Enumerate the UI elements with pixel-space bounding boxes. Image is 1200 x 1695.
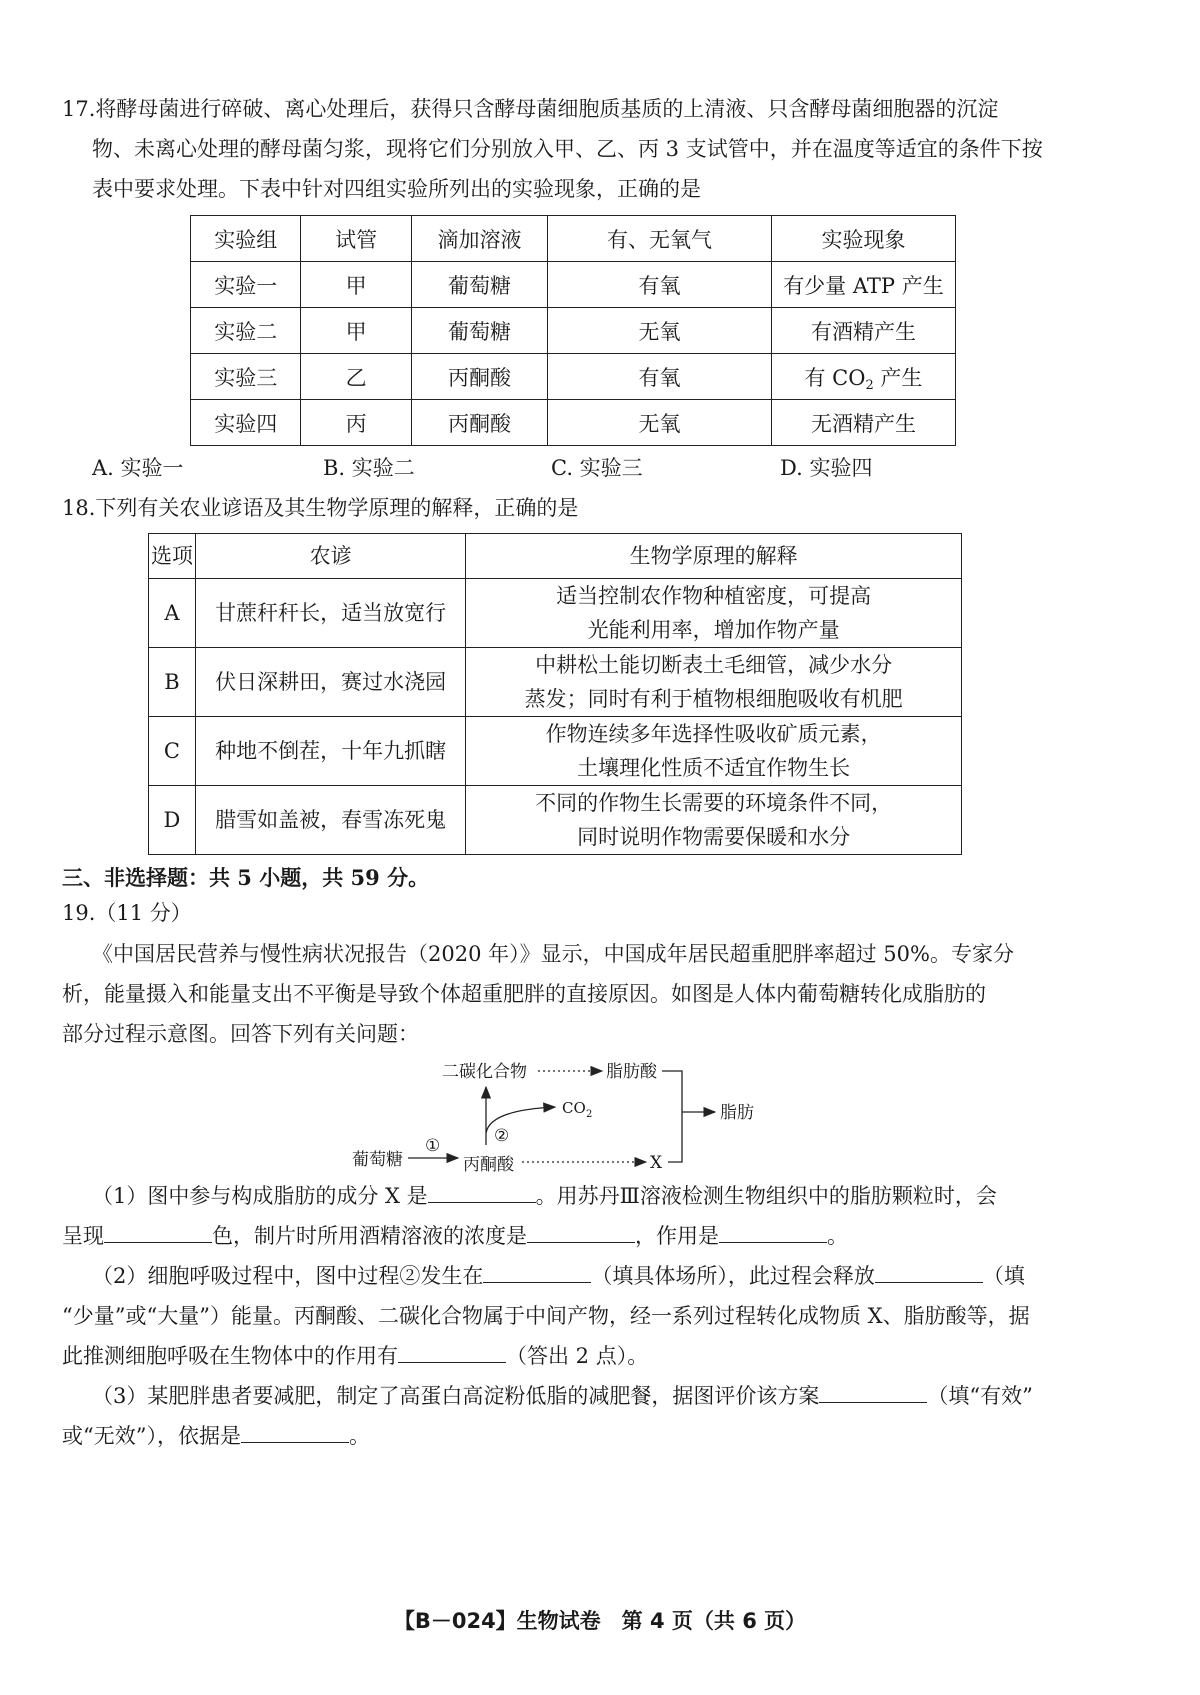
explanation-line: 中耕松土能切断表土毛细管，减少水分 bbox=[535, 653, 893, 677]
label-fatty-acid: 脂肪酸 bbox=[606, 1062, 657, 1082]
q17-option-a: A. 实验一 bbox=[92, 456, 184, 480]
glucose-to-fat-diagram bbox=[350, 1055, 770, 1180]
table-cell: 实验二 bbox=[191, 308, 301, 354]
q18-table bbox=[148, 533, 962, 855]
table-row bbox=[149, 648, 962, 717]
table-cell: 无氧 bbox=[548, 400, 772, 446]
label-co2-sub: 2 bbox=[586, 1109, 593, 1120]
table-header-row bbox=[149, 534, 962, 579]
answer-blank-function[interactable] bbox=[719, 1220, 827, 1243]
q19-part2-text: （答出 2 点）。 bbox=[506, 1344, 649, 1368]
table-cell: 甲 bbox=[301, 262, 411, 308]
header-cell: 农谚 bbox=[195, 534, 465, 579]
label-step2: ② bbox=[494, 1126, 510, 1146]
header-cell: 生物学原理的解释 bbox=[466, 534, 962, 579]
q17-stem-line3: 表中要求处理。下表中针对四组实验所列出的实验现象，正确的是 bbox=[92, 177, 701, 201]
q19-part1-text: ，作用是 bbox=[635, 1224, 719, 1248]
table-row bbox=[191, 354, 956, 400]
q19-part1-text: （1）图中参与构成脂肪的成分 X 是 bbox=[92, 1184, 428, 1208]
q17-option-d: D. 实验四 bbox=[780, 456, 873, 480]
table-cell: 乙 bbox=[301, 354, 411, 400]
q17-option-b: B. 实验二 bbox=[323, 456, 415, 480]
option-cell: B bbox=[149, 648, 196, 717]
answer-blank-x[interactable] bbox=[428, 1180, 536, 1203]
header-cell: 实验现象 bbox=[771, 216, 955, 262]
table-cell: 有氧 bbox=[548, 262, 772, 308]
section-heading: 三、非选择题：共 5 小题，共 59 分。 bbox=[62, 865, 430, 890]
co2-suffix: 产生 bbox=[873, 365, 923, 390]
q19-part3-text: （填“有效” bbox=[927, 1384, 1033, 1408]
table-cell bbox=[771, 354, 955, 400]
q19-part3-text: 。 bbox=[348, 1424, 370, 1448]
explanation-line: 适当控制农作物种植密度，可提高 bbox=[556, 584, 872, 608]
table-cell: 丙 bbox=[301, 400, 411, 446]
header-cell: 滴加溶液 bbox=[411, 216, 547, 262]
table-cell: 无酒精产生 bbox=[771, 400, 955, 446]
q17-stem-line1: 17.将酵母菌进行碎破、离心处理后，获得只含酵母菌细胞质基质的上清液、只含酵母菌细胞器的沉淀 bbox=[62, 97, 999, 121]
label-step1: ① bbox=[425, 1136, 441, 1156]
table-cell: 有少量 ATP 产生 bbox=[771, 262, 955, 308]
q19-part1-text: 色，制片时所用酒精溶液的浓度是 bbox=[212, 1224, 527, 1248]
q17-table bbox=[190, 215, 956, 446]
q19-part3-line2 bbox=[62, 1420, 370, 1452]
table-row bbox=[191, 400, 956, 446]
explanation-line: 光能利用率，增加作物产量 bbox=[587, 618, 840, 642]
q19-part3-text: （3）某肥胖患者要减肥，制定了高蛋白高淀粉低脂的减肥餐，据图评价该方案 bbox=[92, 1384, 820, 1408]
label-x: X bbox=[650, 1153, 663, 1173]
q19-part2-text: （填 bbox=[982, 1264, 1025, 1288]
q19-part1-line1 bbox=[92, 1180, 997, 1212]
explanation-line: 土壤理化性质不适宜作物生长 bbox=[577, 756, 851, 780]
header-cell: 有、无氧气 bbox=[548, 216, 772, 262]
label-co2: CO bbox=[562, 1099, 586, 1117]
explanation-line: 蒸发；同时有利于植物根细胞吸收有机肥 bbox=[524, 687, 903, 711]
answer-blank-evaluation[interactable] bbox=[819, 1380, 927, 1403]
table-cell: 丙酮酸 bbox=[411, 400, 547, 446]
explanation-line: 不同的作物生长需要的环境条件不同， bbox=[535, 791, 893, 815]
table-cell: 无氧 bbox=[548, 308, 772, 354]
answer-blank-location[interactable] bbox=[483, 1260, 591, 1283]
table-cell: 实验三 bbox=[191, 354, 301, 400]
explanation-cell bbox=[466, 648, 962, 717]
table-header-row bbox=[191, 216, 956, 262]
q19-part2-line2: “少量”或“大量”）能量。丙酮酸、二碳化合物属于中间产物，经一系列过程转化成物质 X、脂肪酸等，据 bbox=[62, 1304, 1030, 1328]
explanation-cell bbox=[466, 579, 962, 648]
q19-part1-text: 呈现 bbox=[62, 1224, 104, 1248]
explanation-cell bbox=[466, 717, 962, 786]
q19-part1-line2 bbox=[62, 1220, 848, 1252]
header-cell: 实验组 bbox=[191, 216, 301, 262]
table-cell: 实验四 bbox=[191, 400, 301, 446]
label-glucose: 葡萄糖 bbox=[352, 1150, 403, 1170]
header-cell: 试管 bbox=[301, 216, 411, 262]
proverb-cell: 伏日深耕田，赛过水浇园 bbox=[195, 648, 465, 717]
q19-intro-line2: 析，能量摄入和能量支出不平衡是导致个体超重肥胖的直接原因。如图是人体内葡萄糖转化成脂肪的 bbox=[62, 982, 986, 1006]
q19-part2-text: 此推测细胞呼吸在生物体中的作用有 bbox=[62, 1344, 398, 1368]
table-cell: 葡萄糖 bbox=[411, 262, 547, 308]
explanation-cell bbox=[466, 786, 962, 855]
table-cell: 有氧 bbox=[548, 354, 772, 400]
q19-part1-text: 。用苏丹Ⅲ溶液检测生物组织中的脂肪颗粒时，会 bbox=[535, 1184, 997, 1208]
table-row bbox=[149, 717, 962, 786]
table-cell: 甲 bbox=[301, 308, 411, 354]
proverb-cell: 腊雪如盖被，春雪冻死鬼 bbox=[195, 786, 465, 855]
q19-intro-line3: 部分过程示意图。回答下列有关问题： bbox=[62, 1022, 419, 1046]
table-cell: 葡萄糖 bbox=[411, 308, 547, 354]
option-cell: A bbox=[149, 579, 196, 648]
explanation-line: 同时说明作物需要保暖和水分 bbox=[577, 825, 851, 849]
page-footer: 【B－024】生物试卷 第 4 页（共 6 页） bbox=[393, 1609, 807, 1633]
q17-stem-line2: 物、未离心处理的酵母菌匀浆，现将它们分别放入甲、乙、丙 3 支试管中，并在温度等适宜的条件下按 bbox=[92, 137, 1043, 161]
q19-part2-line3 bbox=[62, 1340, 648, 1372]
label-two-carbon: 二碳化合物 bbox=[442, 1062, 527, 1082]
answer-blank-energy[interactable] bbox=[875, 1260, 983, 1283]
q19-part2-text: （填具体场所），此过程会释放 bbox=[591, 1264, 875, 1288]
label-fat: 脂肪 bbox=[720, 1103, 754, 1123]
answer-blank-reason[interactable] bbox=[241, 1420, 349, 1443]
q19-part3-line1 bbox=[92, 1380, 1033, 1412]
answer-blank-role[interactable] bbox=[398, 1340, 506, 1363]
label-pyruvate: 丙酮酸 bbox=[463, 1155, 514, 1175]
option-cell: C bbox=[149, 717, 196, 786]
table-row bbox=[149, 579, 962, 648]
option-cell: D bbox=[149, 786, 196, 855]
table-cell: 实验一 bbox=[191, 262, 301, 308]
q19-part1-text: 。 bbox=[827, 1224, 848, 1248]
q19-intro-line1: 《中国居民营养与慢性病状况报告（2020 年）》显示，中国成年居民超重肥胖率超过 50%。专家分 bbox=[92, 942, 1014, 966]
table-row bbox=[191, 308, 956, 354]
answer-blank-color[interactable] bbox=[104, 1220, 212, 1243]
q19-heading: 19.（11 分） bbox=[62, 901, 192, 925]
q19-part2-text: （2）细胞呼吸过程中，图中过程②发生在 bbox=[92, 1264, 484, 1288]
table-row bbox=[149, 786, 962, 855]
proverb-cell: 种地不倒茬，十年九抓瞎 bbox=[195, 717, 465, 786]
header-cell: 选项 bbox=[149, 534, 196, 579]
q19-part2-line1 bbox=[92, 1260, 1025, 1292]
explanation-line: 作物连续多年选择性吸收矿质元素， bbox=[545, 722, 882, 746]
bracket bbox=[662, 1071, 682, 1162]
table-row bbox=[191, 262, 956, 308]
q19-part3-text: 或“无效”），依据是 bbox=[62, 1424, 241, 1448]
q18-stem: 18.下列有关农业谚语及其生物学原理的解释，正确的是 bbox=[62, 496, 579, 520]
proverb-cell: 甘蔗秆秆长，适当放宽行 bbox=[195, 579, 465, 648]
table-cell: 丙酮酸 bbox=[411, 354, 547, 400]
table-cell: 有酒精产生 bbox=[771, 308, 955, 354]
co2-subscript: 2 bbox=[865, 377, 874, 393]
answer-blank-concentration[interactable] bbox=[527, 1220, 635, 1243]
q17-option-c: C. 实验三 bbox=[551, 456, 643, 480]
co2-text: 有 CO bbox=[804, 365, 866, 390]
